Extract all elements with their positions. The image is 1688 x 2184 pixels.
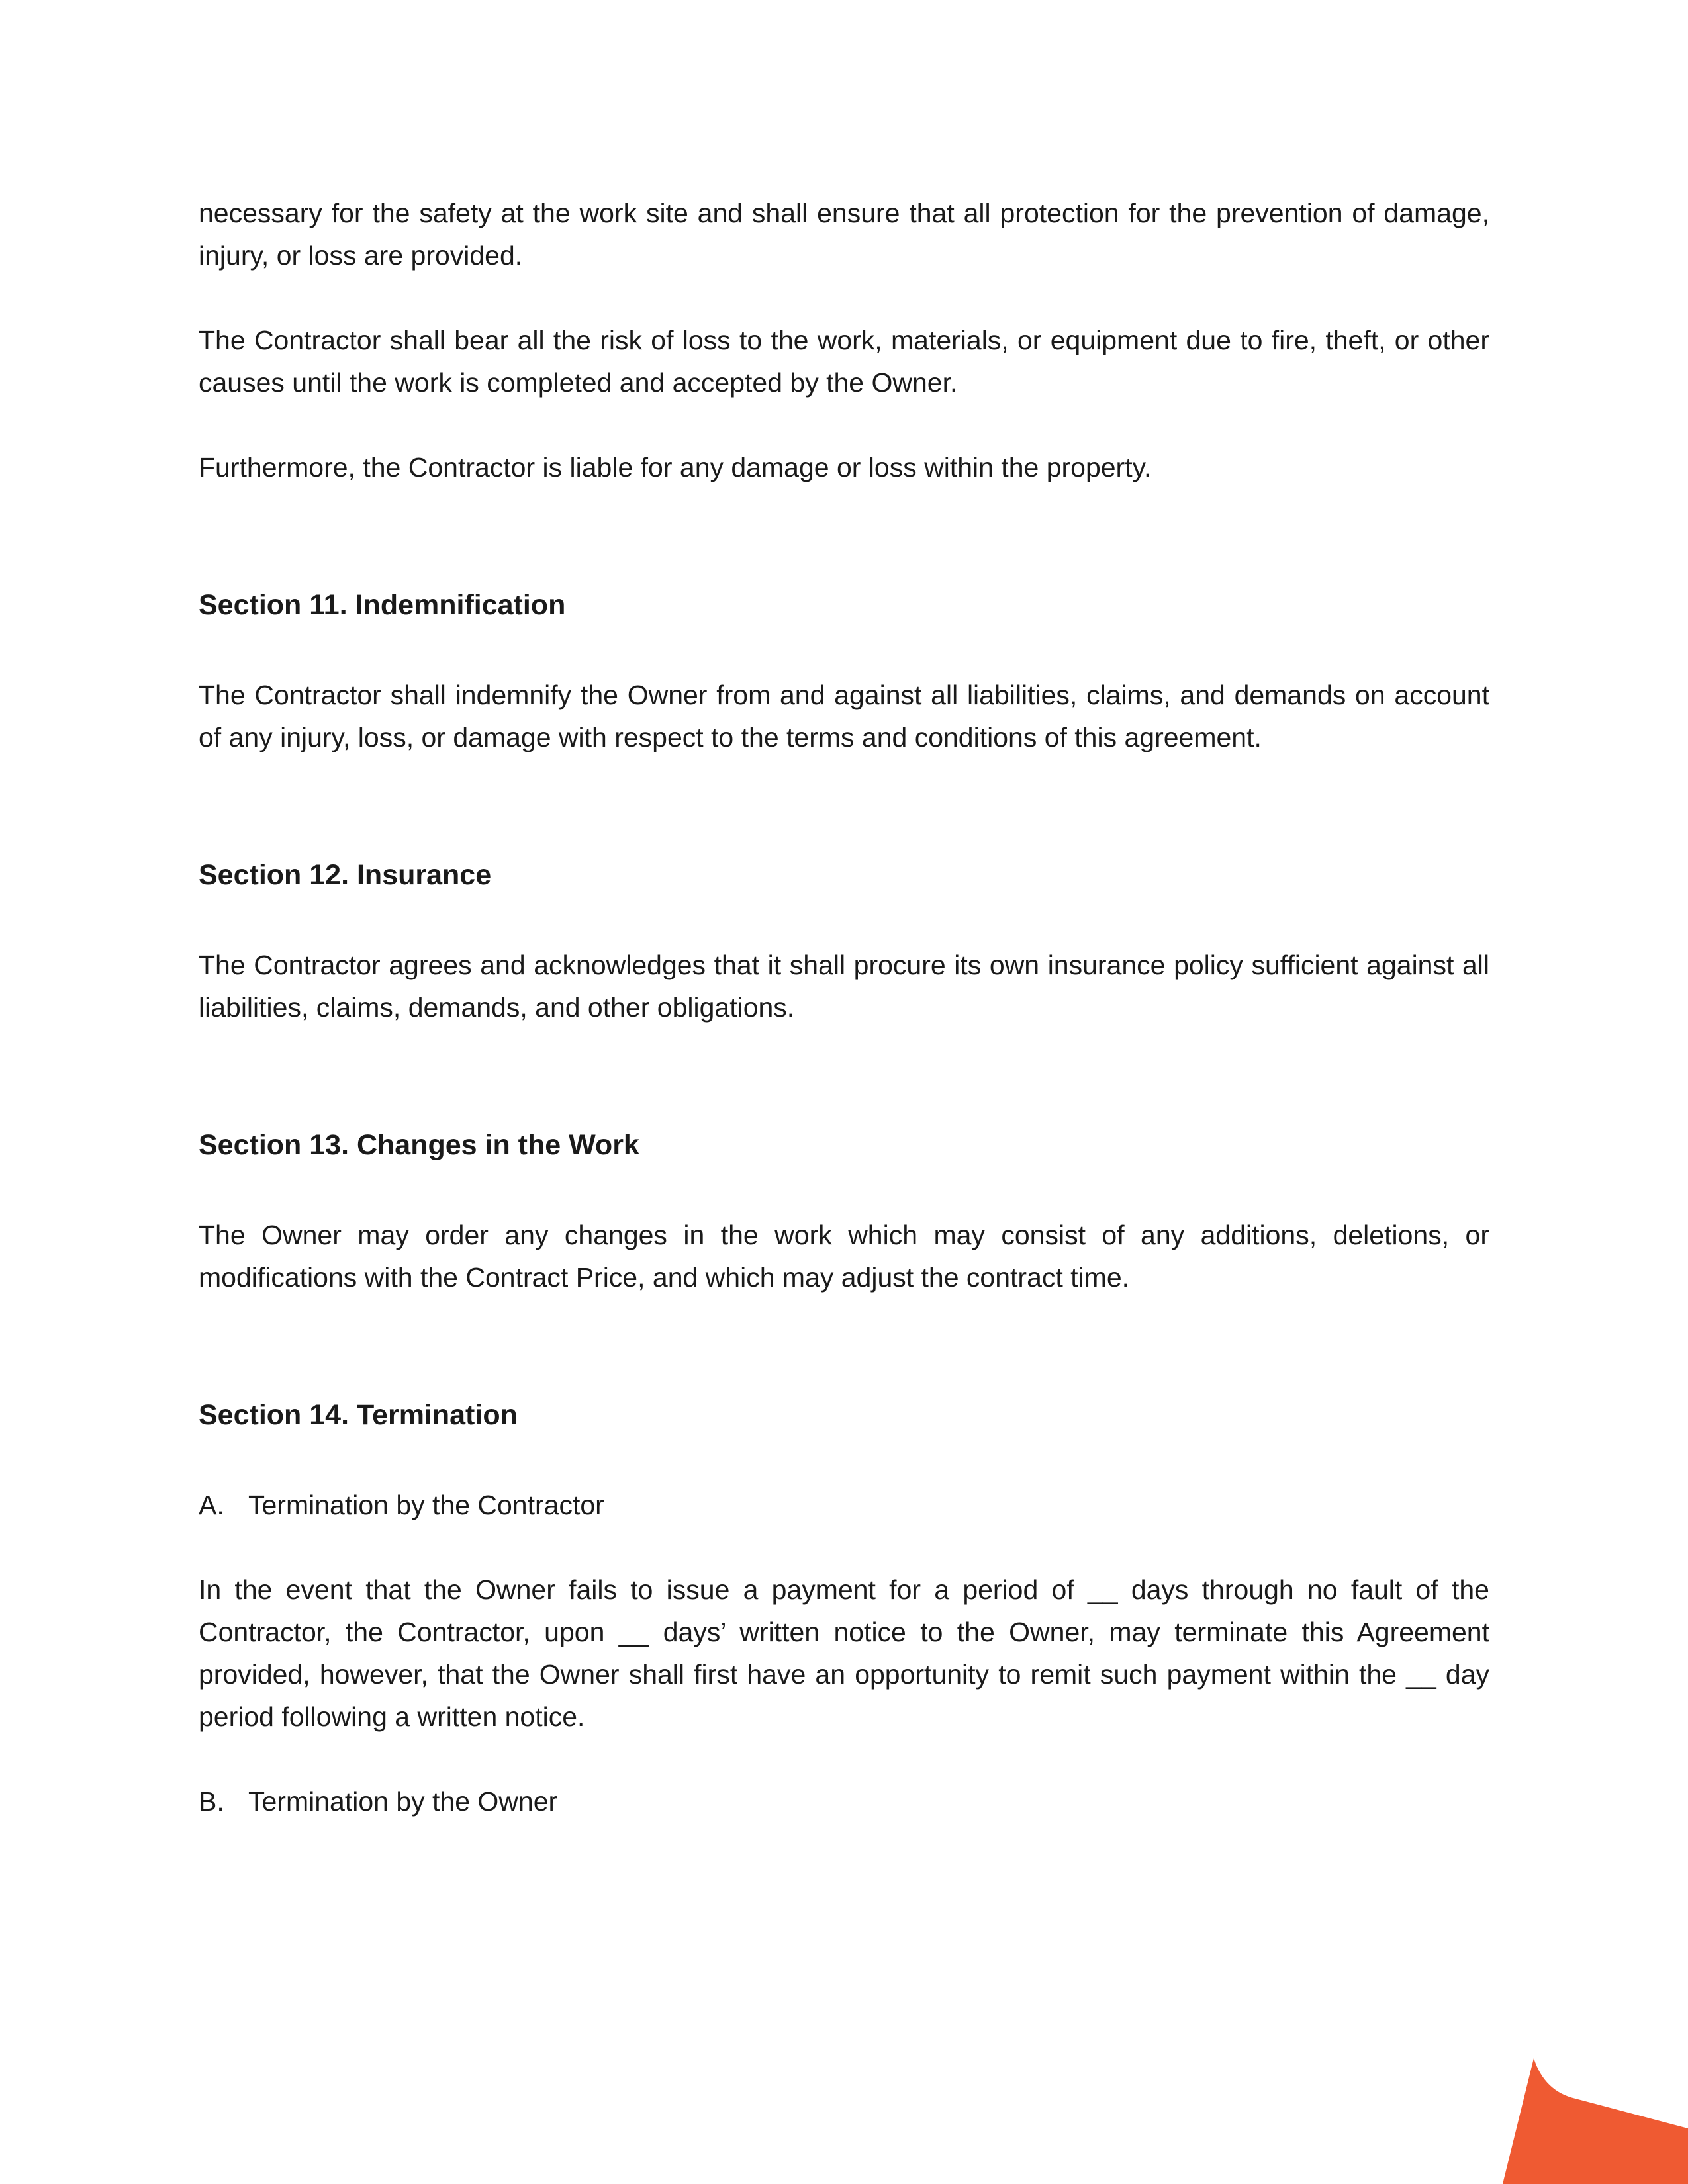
termination-item-a	[199, 1484, 1489, 1526]
termination-item-b-label: Termination by the Owner	[248, 1786, 558, 1817]
orange-corner-shape	[1503, 2058, 1688, 2184]
paragraph-liable: Furthermore, the Contractor is liable for any damage or loss within the property.	[199, 452, 1152, 482]
section-13-heading: Section 13. Changes in the Work	[199, 1129, 639, 1161]
section-13-body: The Owner may order any changes in the work which may consist of any additions, deletions, or modifications with the Contract Price, and which may adjust the contract time.	[199, 1220, 1489, 1293]
paragraph-continued: necessary for the safety at the work site and shall ensure that all protection for the prevention of damage, injury, or loss are provided.	[199, 198, 1489, 271]
section-11-heading: Section 11. Indemnification	[199, 589, 566, 621]
list-marker-a: A.	[199, 1490, 224, 1520]
termination-item-a-label: Termination by the Contractor	[248, 1490, 604, 1520]
paragraph-risk: The Contractor shall bear all the risk of loss to the work, materials, or equipment due to fire, theft, or other causes until the work is completed and accepted by the Owner.	[199, 325, 1489, 398]
section-12-heading: Section 12. Insurance	[199, 859, 492, 891]
section-14-heading: Section 14. Termination	[199, 1399, 518, 1431]
termination-item-b	[199, 1780, 1489, 1823]
section-12-body: The Contractor agrees and acknowledges that it shall procure its own insurance policy sufficient against all liabilities, claims, demands, and other obligations.	[199, 950, 1489, 1023]
list-marker-b: B.	[199, 1786, 224, 1817]
document-body	[199, 192, 1489, 1823]
section-11-body: The Contractor shall indemnify the Owner from and against all liabilities, claims, and demands on account of any injury, loss, or damage with respect to the terms and conditions of this agreement.	[199, 680, 1489, 752]
termination-contractor-body: In the event that the Owner fails to issue a payment for a period of __ days through no fault of the Contractor, the Contractor, upon __ days’ written notice to the Owner, may terminate this Agreement provided, however, that the Owner shall first have an opportunity to remit such payment within the __ day period following a written notice.	[199, 1574, 1489, 1732]
